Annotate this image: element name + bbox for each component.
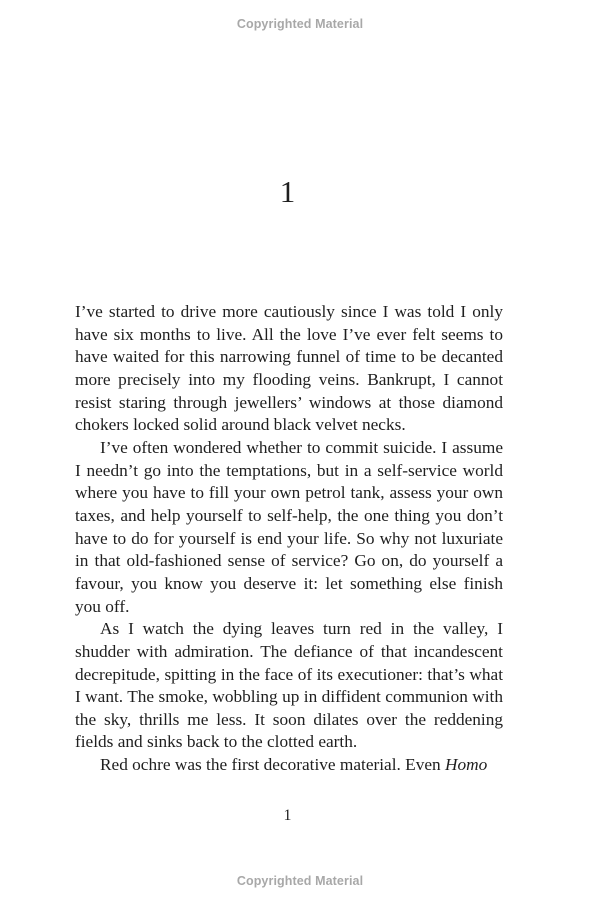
paragraph-4 (75, 754, 503, 777)
body-text (75, 301, 503, 777)
paragraph-4-text: Red ochre was the first decorative material. Even (100, 755, 446, 775)
paragraph-2: I’ve often wondered whether to commit suicide. I assume I needn’t go into the temptations, but in a self-service world where you have to fill your own petrol tank, assess your own taxes, and help yourself to self-help, the one thing you don’t have to do for yourself is end your life. So why not luxuriate in that old-fashioned sense of service? Go on, do yourself a favour, you know you deserve it: let something else finish you off. (75, 437, 503, 616)
paragraph-1: I’ve started to drive more cautiously since I was told I only have six months to live. All the love I’ve ever felt seems to have waited for this narrowing funnel of time to be decanted more precisely into my flooding veins. Bankrupt, I cannot resist staring through jewellers’ windows at those diamond chokers locked solid around black velvet necks. (75, 302, 503, 435)
paragraph-4-italic: Homo (445, 755, 488, 775)
copyright-watermark-bottom: Copyrighted Material (236, 874, 364, 888)
page-number: 1 (283, 807, 292, 824)
paragraph-3: As I watch the dying leaves turn red in the valley, I shudder with admiration. The defiance of that incandescent decrepitude, spitting in the face of its executioner: that’s what I want. The smoke, wobbling up in diffident communion with the sky, thrills me less. It soon dilates over the reddening fields and sinks back to the clotted earth. (75, 619, 503, 752)
chapter-number: 1 (279, 174, 296, 209)
copyright-watermark-top: Copyrighted Material (236, 17, 364, 31)
